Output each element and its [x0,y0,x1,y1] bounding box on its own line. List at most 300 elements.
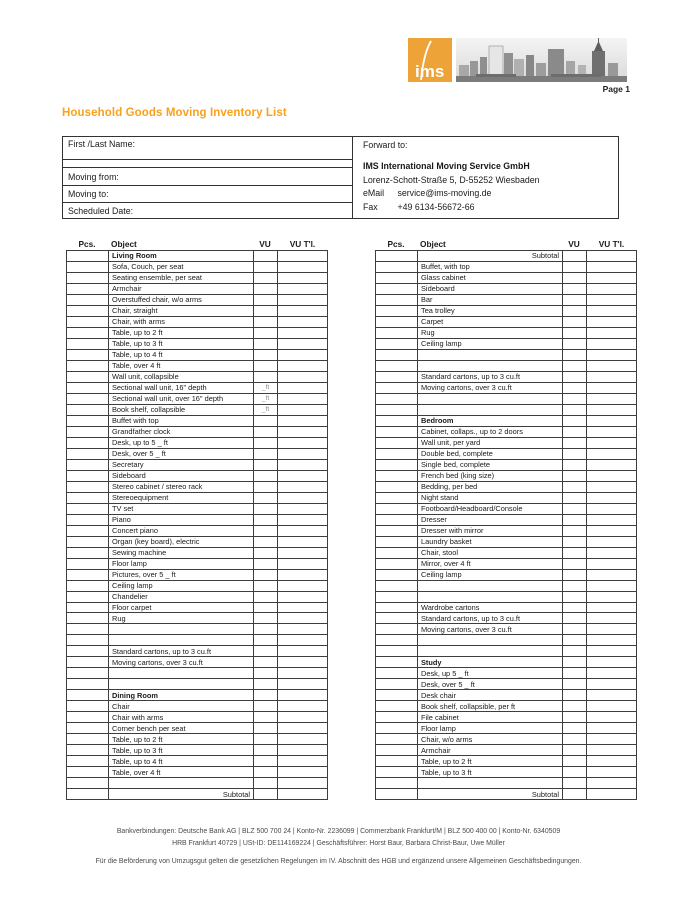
vu-cell[interactable] [563,537,587,547]
vu-cell[interactable] [254,416,278,426]
pcs-cell[interactable] [376,734,418,744]
pcs-cell[interactable] [376,592,418,602]
vu-total-cell[interactable] [587,734,636,744]
vu-total-cell[interactable] [587,339,636,349]
pcs-cell[interactable] [376,405,418,415]
vu-cell[interactable] [563,295,587,305]
pcs-cell[interactable] [376,383,418,393]
vu-cell[interactable] [563,581,587,591]
vu-total-cell[interactable] [587,559,636,569]
vu-cell[interactable] [254,515,278,525]
vu-cell[interactable] [563,646,587,656]
vu-total-cell[interactable] [278,657,327,667]
pcs-cell[interactable] [376,273,418,283]
vu-total-cell[interactable] [278,295,327,305]
vu-cell[interactable] [254,262,278,272]
vu-total-cell[interactable] [587,295,636,305]
vu-cell[interactable] [254,756,278,766]
vu-cell[interactable] [254,471,278,481]
vu-total-cell[interactable] [278,405,327,415]
vu-cell[interactable] [254,690,278,700]
vu-total-cell[interactable] [278,273,327,283]
vu-cell[interactable] [254,712,278,722]
vu-total-cell[interactable] [278,789,327,799]
vu-total-cell[interactable] [278,262,327,272]
vu-total-cell[interactable] [587,317,636,327]
vu-total-cell[interactable] [587,778,636,788]
pcs-cell[interactable] [67,548,109,558]
vu-total-cell[interactable] [587,789,636,799]
vu-cell[interactable]: _ft [254,405,278,415]
vu-total-cell[interactable] [278,350,327,360]
pcs-cell[interactable] [376,679,418,689]
pcs-cell[interactable] [67,745,109,755]
pcs-cell[interactable] [67,537,109,547]
pcs-cell[interactable] [67,251,109,261]
pcs-cell[interactable] [376,339,418,349]
pcs-cell[interactable] [67,273,109,283]
vu-total-cell[interactable] [587,427,636,437]
vu-cell[interactable] [254,526,278,536]
vu-cell[interactable] [254,657,278,667]
vu-cell[interactable] [563,361,587,371]
vu-total-cell[interactable] [587,471,636,481]
vu-cell[interactable] [563,372,587,382]
pcs-cell[interactable] [67,789,109,799]
pcs-cell[interactable] [376,570,418,580]
vu-cell[interactable] [254,789,278,799]
vu-cell[interactable] [254,328,278,338]
vu-cell[interactable] [563,383,587,393]
pcs-cell[interactable] [376,646,418,656]
vu-cell[interactable] [563,262,587,272]
pcs-cell[interactable] [67,504,109,514]
vu-total-cell[interactable] [278,570,327,580]
pcs-cell[interactable] [376,723,418,733]
vu-total-cell[interactable] [587,504,636,514]
pcs-cell[interactable] [67,295,109,305]
vu-cell[interactable] [563,745,587,755]
vu-total-cell[interactable] [278,690,327,700]
vu-cell[interactable] [563,515,587,525]
pcs-cell[interactable] [67,515,109,525]
pcs-cell[interactable] [67,581,109,591]
vu-total-cell[interactable] [278,548,327,558]
pcs-cell[interactable] [67,460,109,470]
vu-total-cell[interactable] [278,460,327,470]
pcs-cell[interactable] [67,734,109,744]
vu-cell[interactable] [563,306,587,316]
vu-cell[interactable] [563,438,587,448]
vu-cell[interactable] [254,548,278,558]
pcs-cell[interactable] [376,559,418,569]
vu-cell[interactable] [254,317,278,327]
pcs-cell[interactable] [67,592,109,602]
pcs-cell[interactable] [67,372,109,382]
pcs-cell[interactable] [67,767,109,777]
pcs-cell[interactable] [376,317,418,327]
vu-total-cell[interactable] [278,559,327,569]
pcs-cell[interactable] [376,361,418,371]
vu-total-cell[interactable] [278,504,327,514]
vu-total-cell[interactable] [587,328,636,338]
vu-total-cell[interactable] [278,756,327,766]
pcs-cell[interactable] [376,504,418,514]
pcs-cell[interactable] [376,471,418,481]
vu-total-cell[interactable] [587,482,636,492]
vu-cell[interactable] [254,339,278,349]
vu-cell[interactable] [563,668,587,678]
pcs-cell[interactable] [376,603,418,613]
vu-cell[interactable] [563,482,587,492]
pcs-cell[interactable] [67,526,109,536]
vu-cell[interactable] [254,251,278,261]
vu-cell[interactable] [254,592,278,602]
vu-cell[interactable] [254,350,278,360]
vu-cell[interactable] [563,284,587,294]
vu-total-cell[interactable] [587,306,636,316]
vu-cell[interactable] [254,734,278,744]
pcs-cell[interactable] [67,471,109,481]
pcs-cell[interactable] [67,416,109,426]
vu-cell[interactable] [563,635,587,645]
vu-cell[interactable] [563,339,587,349]
vu-cell[interactable] [254,361,278,371]
pcs-cell[interactable] [67,657,109,667]
pcs-cell[interactable] [376,581,418,591]
vu-total-cell[interactable] [587,251,636,261]
pcs-cell[interactable] [67,624,109,634]
vu-total-cell[interactable] [587,592,636,602]
vu-total-cell[interactable] [587,361,636,371]
vu-total-cell[interactable] [278,734,327,744]
vu-total-cell[interactable] [278,328,327,338]
vu-total-cell[interactable] [278,383,327,393]
pcs-cell[interactable] [376,284,418,294]
pcs-cell[interactable] [67,701,109,711]
vu-cell[interactable] [563,317,587,327]
pcs-cell[interactable] [376,306,418,316]
pcs-cell[interactable] [67,712,109,722]
vu-total-cell[interactable] [587,449,636,459]
vu-cell[interactable] [254,668,278,678]
vu-total-cell[interactable] [278,767,327,777]
pcs-cell[interactable] [376,482,418,492]
vu-cell[interactable] [254,284,278,294]
vu-cell[interactable] [254,723,278,733]
pcs-cell[interactable] [67,668,109,678]
vu-cell[interactable] [563,416,587,426]
vu-total-cell[interactable] [587,262,636,272]
vu-cell[interactable] [563,273,587,283]
pcs-cell[interactable] [376,778,418,788]
vu-cell[interactable] [254,745,278,755]
pcs-cell[interactable] [67,449,109,459]
vu-cell[interactable] [254,635,278,645]
pcs-cell[interactable] [376,438,418,448]
vu-total-cell[interactable] [587,372,636,382]
vu-total-cell[interactable] [587,756,636,766]
vu-total-cell[interactable] [587,416,636,426]
vu-total-cell[interactable] [587,537,636,547]
vu-total-cell[interactable] [278,438,327,448]
vu-total-cell[interactable] [587,745,636,755]
vu-total-cell[interactable] [278,427,327,437]
vu-total-cell[interactable] [278,624,327,634]
pcs-cell[interactable] [376,350,418,360]
vu-cell[interactable] [563,701,587,711]
pcs-cell[interactable] [376,515,418,525]
vu-total-cell[interactable] [278,449,327,459]
vu-cell[interactable] [563,559,587,569]
vu-cell[interactable] [563,251,587,261]
vu-total-cell[interactable] [278,515,327,525]
field-moving-to[interactable] [63,186,352,204]
vu-cell[interactable] [563,679,587,689]
pcs-cell[interactable] [67,646,109,656]
vu-cell[interactable] [254,460,278,470]
vu-total-cell[interactable] [587,603,636,613]
pcs-cell[interactable] [376,548,418,558]
vu-cell[interactable] [563,526,587,536]
vu-total-cell[interactable] [278,701,327,711]
vu-cell[interactable] [563,350,587,360]
vu-cell[interactable] [254,613,278,623]
vu-cell[interactable] [254,701,278,711]
vu-total-cell[interactable] [278,306,327,316]
vu-total-cell[interactable] [278,646,327,656]
vu-cell[interactable] [563,328,587,338]
pcs-cell[interactable] [376,690,418,700]
vu-cell[interactable] [254,493,278,503]
vu-total-cell[interactable] [587,712,636,722]
vu-total-cell[interactable] [587,284,636,294]
vu-cell[interactable]: _ft [254,394,278,404]
vu-total-cell[interactable] [278,635,327,645]
pcs-cell[interactable] [67,383,109,393]
vu-total-cell[interactable] [278,581,327,591]
vu-total-cell[interactable] [278,723,327,733]
vu-cell[interactable] [254,581,278,591]
vu-cell[interactable] [254,624,278,634]
vu-cell[interactable] [563,778,587,788]
vu-cell[interactable] [563,427,587,437]
vu-cell[interactable] [563,613,587,623]
vu-cell[interactable] [254,438,278,448]
vu-cell[interactable] [563,734,587,744]
vu-cell[interactable] [254,570,278,580]
vu-total-cell[interactable] [587,690,636,700]
vu-total-cell[interactable] [278,339,327,349]
vu-cell[interactable] [563,471,587,481]
pcs-cell[interactable] [376,657,418,667]
vu-cell[interactable] [254,427,278,437]
vu-cell[interactable] [254,679,278,689]
pcs-cell[interactable] [67,690,109,700]
vu-total-cell[interactable] [278,471,327,481]
pcs-cell[interactable] [67,306,109,316]
vu-total-cell[interactable] [587,723,636,733]
vu-cell[interactable] [563,592,587,602]
vu-total-cell[interactable] [278,284,327,294]
vu-total-cell[interactable] [587,438,636,448]
pcs-cell[interactable] [376,416,418,426]
pcs-cell[interactable] [376,526,418,536]
pcs-cell[interactable] [376,449,418,459]
vu-total-cell[interactable] [587,581,636,591]
vu-total-cell[interactable] [587,493,636,503]
pcs-cell[interactable] [67,723,109,733]
vu-cell[interactable] [254,559,278,569]
vu-cell[interactable] [563,789,587,799]
vu-total-cell[interactable] [587,646,636,656]
pcs-cell[interactable] [376,493,418,503]
vu-total-cell[interactable] [587,679,636,689]
vu-cell[interactable] [254,295,278,305]
vu-cell[interactable] [563,603,587,613]
vu-total-cell[interactable] [278,613,327,623]
pcs-cell[interactable] [67,756,109,766]
pcs-cell[interactable] [376,328,418,338]
vu-cell[interactable] [563,690,587,700]
vu-cell[interactable] [254,306,278,316]
vu-cell[interactable] [563,756,587,766]
pcs-cell[interactable] [67,493,109,503]
vu-total-cell[interactable] [278,251,327,261]
vu-total-cell[interactable] [278,745,327,755]
vu-cell[interactable] [563,449,587,459]
vu-cell[interactable] [563,712,587,722]
vu-total-cell[interactable] [587,668,636,678]
vu-cell[interactable] [254,778,278,788]
pcs-cell[interactable] [376,372,418,382]
pcs-cell[interactable] [376,789,418,799]
vu-cell[interactable]: _ft [254,383,278,393]
vu-total-cell[interactable] [587,394,636,404]
vu-cell[interactable] [254,273,278,283]
vu-total-cell[interactable] [587,767,636,777]
vu-total-cell[interactable] [278,679,327,689]
vu-cell[interactable] [254,646,278,656]
vu-total-cell[interactable] [587,350,636,360]
pcs-cell[interactable] [376,537,418,547]
pcs-cell[interactable] [67,427,109,437]
pcs-cell[interactable] [376,745,418,755]
vu-cell[interactable] [254,482,278,492]
pcs-cell[interactable] [376,701,418,711]
field-scheduled-date[interactable] [63,203,352,218]
pcs-cell[interactable] [376,668,418,678]
vu-total-cell[interactable] [587,405,636,415]
pcs-cell[interactable] [67,438,109,448]
vu-total-cell[interactable] [278,493,327,503]
pcs-cell[interactable] [67,405,109,415]
vu-total-cell[interactable] [587,526,636,536]
pcs-cell[interactable] [67,679,109,689]
vu-total-cell[interactable] [587,383,636,393]
vu-cell[interactable] [563,548,587,558]
pcs-cell[interactable] [67,778,109,788]
pcs-cell[interactable] [376,767,418,777]
pcs-cell[interactable] [376,394,418,404]
vu-total-cell[interactable] [587,613,636,623]
vu-cell[interactable] [563,405,587,415]
vu-total-cell[interactable] [278,603,327,613]
vu-total-cell[interactable] [587,657,636,667]
vu-total-cell[interactable] [587,635,636,645]
vu-cell[interactable] [563,570,587,580]
vu-cell[interactable] [563,493,587,503]
vu-total-cell[interactable] [278,592,327,602]
vu-total-cell[interactable] [587,273,636,283]
pcs-cell[interactable] [376,251,418,261]
pcs-cell[interactable] [376,262,418,272]
pcs-cell[interactable] [376,624,418,634]
vu-total-cell[interactable] [587,570,636,580]
vu-total-cell[interactable] [587,548,636,558]
vu-cell[interactable] [563,657,587,667]
vu-cell[interactable] [254,767,278,777]
field-moving-from[interactable] [63,168,352,186]
pcs-cell[interactable] [67,328,109,338]
vu-total-cell[interactable] [278,668,327,678]
pcs-cell[interactable] [67,350,109,360]
vu-total-cell[interactable] [278,317,327,327]
pcs-cell[interactable] [67,482,109,492]
pcs-cell[interactable] [376,427,418,437]
vu-cell[interactable] [563,394,587,404]
vu-total-cell[interactable] [278,712,327,722]
pcs-cell[interactable] [376,295,418,305]
vu-cell[interactable] [254,504,278,514]
pcs-cell[interactable] [67,394,109,404]
pcs-cell[interactable] [67,613,109,623]
vu-total-cell[interactable] [278,372,327,382]
pcs-cell[interactable] [376,756,418,766]
pcs-cell[interactable] [67,339,109,349]
vu-total-cell[interactable] [278,778,327,788]
pcs-cell[interactable] [67,361,109,371]
vu-total-cell[interactable] [587,624,636,634]
vu-cell[interactable] [254,537,278,547]
vu-cell[interactable] [254,449,278,459]
pcs-cell[interactable] [67,284,109,294]
vu-total-cell[interactable] [587,701,636,711]
vu-total-cell[interactable] [278,537,327,547]
vu-total-cell[interactable] [278,361,327,371]
vu-total-cell[interactable] [587,460,636,470]
pcs-cell[interactable] [67,635,109,645]
vu-cell[interactable] [254,603,278,613]
vu-cell[interactable] [563,624,587,634]
pcs-cell[interactable] [376,712,418,722]
vu-total-cell[interactable] [587,515,636,525]
vu-total-cell[interactable] [278,394,327,404]
pcs-cell[interactable] [67,570,109,580]
vu-cell[interactable] [563,723,587,733]
vu-total-cell[interactable] [278,526,327,536]
pcs-cell[interactable] [376,460,418,470]
vu-cell[interactable] [563,460,587,470]
field-first-last-name[interactable] [63,137,352,160]
pcs-cell[interactable] [376,613,418,623]
vu-cell[interactable] [254,372,278,382]
pcs-cell[interactable] [67,262,109,272]
pcs-cell[interactable] [67,317,109,327]
vu-cell[interactable] [563,767,587,777]
vu-cell[interactable] [563,504,587,514]
pcs-cell[interactable] [67,559,109,569]
